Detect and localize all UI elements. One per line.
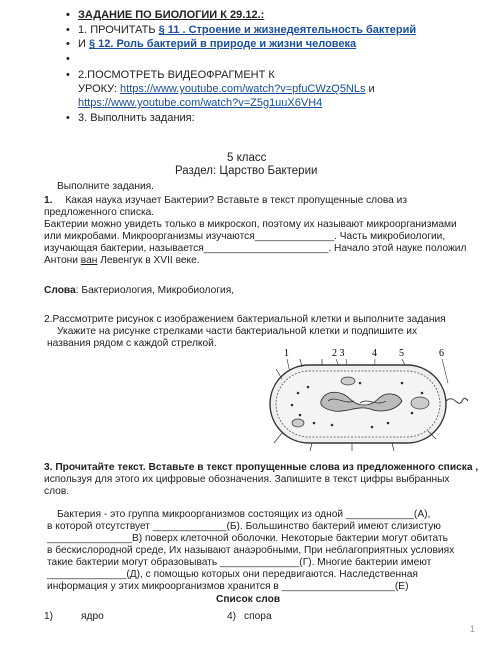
bullet-icon: • (66, 69, 70, 81)
task3-line-2: используя для этого их цифровые обозначения. Запишите в текст цифры выбранных (44, 474, 450, 485)
task1-line-3: изучающая бактерии, называется______________________. Начало этой науке положил (44, 243, 467, 254)
list-item-word-1: ядро (81, 611, 104, 622)
grade-title: 5 класс (227, 152, 267, 164)
video-link-2-line (78, 97, 322, 110)
passage-line-7: информация у этих микроорганизмов хранится в ____________________(Е) (47, 581, 409, 592)
task1-line-2: или микробами. Микроорганизмы изучаются______________. Часть микробиологии, (44, 231, 446, 242)
figure-label-4: 4 (372, 348, 377, 359)
bullet-icon: • (66, 53, 70, 65)
bullet-icon: • (66, 38, 70, 50)
header-title: • ЗАДАНИЕ ПО БИОЛОГИИ К 29.12.: (66, 9, 265, 21)
bullet-icon: • (66, 24, 70, 36)
inclusion-3 (292, 419, 304, 427)
flagellum (446, 398, 468, 403)
read-paragraph-11: • 1. ПРОЧИТАТЬ § 11 . Строение и жизнедеятельность бактерий (66, 24, 417, 36)
inclusion-2 (341, 377, 355, 385)
paragraph-12-link[interactable]: § 12. Роль бактерий в природе и жизни человека (88, 38, 357, 50)
figure-label-6: 6 (439, 348, 444, 359)
passage-line-4: в бескислородной среде, Их называют анаэробными, При неблагоприятных условиях (47, 545, 455, 556)
figure-label-1: 1 (284, 348, 289, 359)
bullet-icon: • (66, 9, 70, 21)
list-item-num-1: 1) (44, 611, 54, 622)
list-item-word-4: спора (244, 611, 272, 622)
paragraph-11-link[interactable]: § 11 . Строение и жизнедеятельность бактерий (158, 24, 417, 36)
list-item-num-4: 4) (227, 611, 237, 622)
task1-question: 1. Какая наука изучает Бактерии? Вставьте в текст пропущенные слова из (44, 195, 408, 206)
section-title: Раздел: Царство Бактерии (175, 165, 318, 177)
video-links-line: УРОКУ: https://www.youtube.com/watch?v=pfuCWzQ5NLs и (78, 83, 375, 95)
do-tasks: • 3. Выполнить задания: (66, 112, 195, 124)
passage-line-3: _______________В) поверх клеточной оболочки. Некоторые бактерии могут обитать (47, 533, 448, 544)
passage-line-6: ______________(Д), с помощью которых они передвигаются. Наследственная (47, 569, 418, 580)
passage-line-2: в которой отсутствует _____________(Б). Большинство бактерий имеют слизистую (47, 521, 441, 532)
task1-line-1: Бактерии можно увидеть только в микроскоп, поэтому их называют микроорганизмами (44, 219, 457, 230)
bacterium-figure (262, 343, 468, 453)
task1-question-cont: предложенного списка. (44, 207, 155, 218)
figure-label-2-3: 2 3 (332, 348, 345, 359)
task2-line-1: 2.Рассмотрите рисунок с изображением бактериальной клетки и выполните задания (44, 314, 446, 325)
video-task: • 2.ПОСМОТРЕТЬ ВИДЕОФРАГМЕНТ К (66, 69, 275, 81)
inclusion-1 (411, 397, 429, 409)
page-number: 1 (470, 624, 476, 634)
task2-line-2: Укажите на рисунке стрелками части бактериальной клетки и подпишите их (57, 326, 418, 337)
task2-line-3: названия рядом с каждой стрелкой. (47, 338, 217, 349)
words-line: Слова: Бактериология, Микробиология, (44, 285, 235, 296)
word-list-title: Список слов (216, 594, 281, 605)
task3-line-3: слов. (44, 486, 70, 497)
video-link-1[interactable]: https://www.youtube.com/watch?v=pfuCWzQ5NLs (120, 83, 366, 95)
passage-line-1: Бактерия - это группа микроорганизмов состоящих из одной ____________(А), (57, 509, 431, 520)
bullet-icon: • (66, 112, 70, 124)
task1-line-4: Антони ван Левенгук в XVII веке. (44, 255, 200, 266)
read-paragraph-12: • И § 12. Роль бактерий в природе и жизни человека (66, 38, 357, 50)
intro-text: Выполните задания. (57, 181, 154, 192)
task3-line-1: 3. Прочитайте текст. Вставьте в текст пропущенные слова из предложенного списка , (44, 462, 479, 473)
figure-label-5: 5 (399, 348, 404, 359)
passage-line-5: такие бактерии могут образовывать ______________(Г). Многие бактерии имеют (47, 557, 432, 568)
video-link-2[interactable]: https://www.youtube.com/watch?v=Z5g1uuX6VH4 (78, 97, 323, 109)
